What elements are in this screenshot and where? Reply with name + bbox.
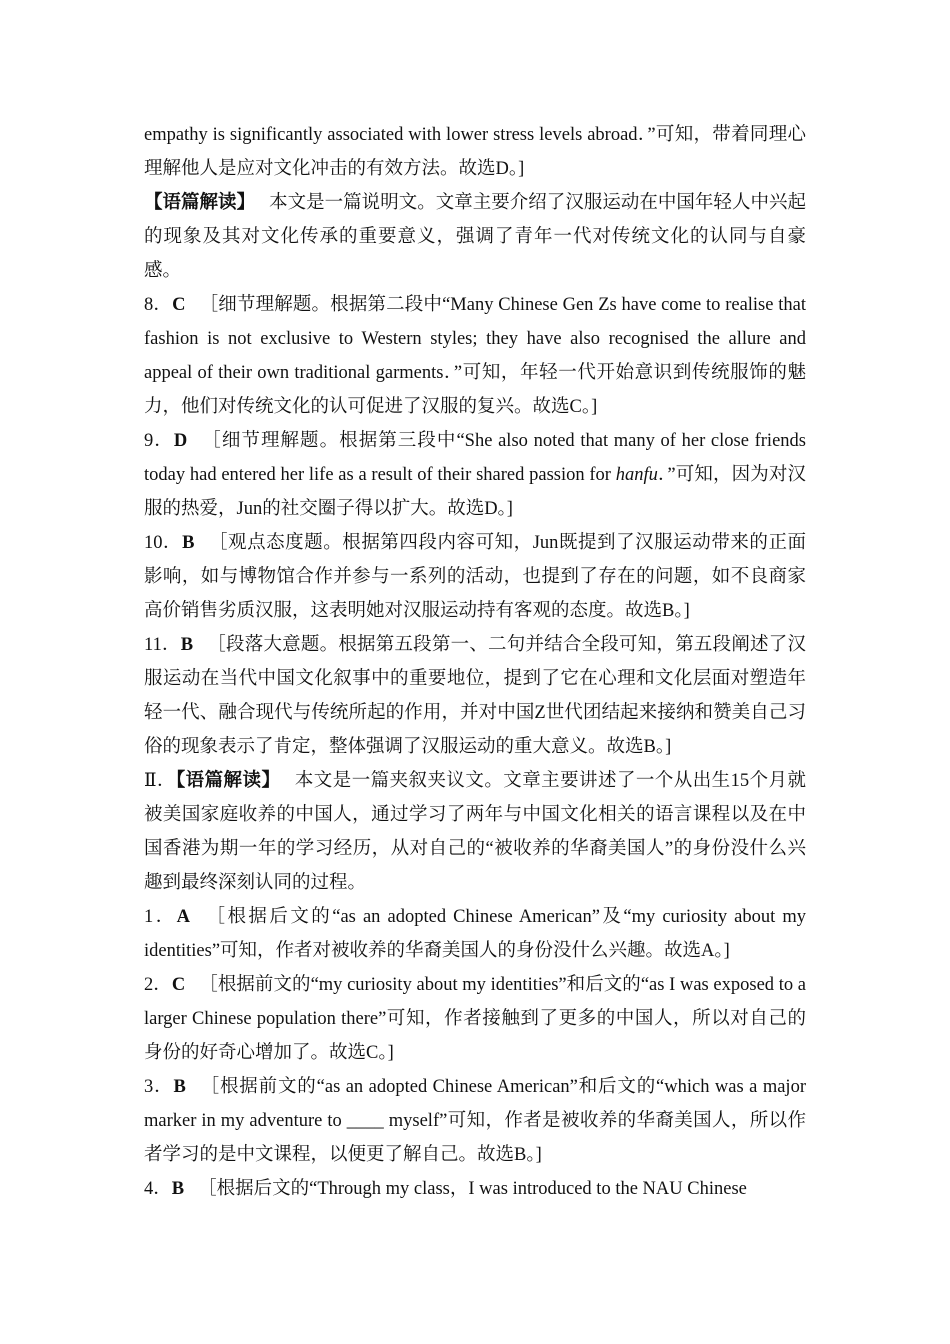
answer-letter: B — [171, 1179, 185, 1199]
question-number: 10． — [144, 533, 183, 553]
question-number: 3． — [144, 1077, 174, 1097]
section-heading: 【语篇解读】 — [175, 771, 281, 791]
question-number: 4． — [144, 1179, 172, 1199]
answer-letter: B — [182, 533, 195, 553]
section-prefix: Ⅱ． — [144, 771, 176, 791]
question-number: 1． — [144, 907, 177, 927]
answer-letter: D — [173, 431, 188, 451]
answer-letter: B — [180, 635, 194, 655]
section-heading: 【语篇解读】 — [144, 193, 256, 213]
explanation-text: ［段落大意题。根据第五段第一、二句并结合全段可知，第五段阐述了汉服运动在当代中国文化叙事中的重要地位，提到了它在心理和文化层面对塑造年轻一代、融合现代与传统所起的作用，并对中国Z世代团结起来接纳和赞美自己习俗的现象表示了肯定，整体强调了汉服运动的重大意义。故选B。] — [144, 635, 806, 757]
answer-letter: A — [176, 907, 191, 927]
explanation-text: ［观点态度题。根据第四段内容可知，Jun既提到了汉服运动带来的正面影响，如与博物馆合作并参与一系列的活动，也提到了存在的问题，如不良商家高价销售劣质汉服，这表明她对汉服运动持有客观的态度。故选B。] — [144, 533, 806, 621]
question-number: 8． — [144, 295, 173, 315]
paragraph-continuation — [144, 118, 806, 186]
answer-key-text — [144, 118, 806, 1206]
answer-item-9 — [144, 424, 806, 526]
explanation-text-end: ．”可知，因为对汉服的热爱，Jun的社交圈子得以扩大。故选D。] — [144, 465, 806, 519]
paragraph-text: 本文是一篇夹叙夹议文。文章主要讲述了一个从出生15个月就被美国家庭收养的中国人，通过学习了两年与中国文化相关的语言课程以及在中国香港为期一年的学习经历，从对自己的“被收养的华裔美国人”的身份没什么兴趣到最终深刻认同的过程。 — [144, 771, 806, 893]
passage-analysis-1 — [144, 186, 806, 288]
answer-item-11 — [144, 628, 806, 764]
answer-letter: C — [171, 975, 186, 995]
answer-item-2 — [144, 968, 806, 1070]
explanation-text: ［细节理解题。根据第三段中“She also noted that many of her close friends today had entered her life as a result of their shared passion for — [144, 431, 806, 485]
answer-item-3 — [144, 1070, 806, 1172]
answer-letter: B — [173, 1077, 186, 1097]
explanation-text: ［根据后文的“Through my class，I was introduced to the NAU Chinese — [198, 1179, 747, 1199]
paragraph-text: 本文是一篇说明文。文章主要介绍了汉服运动在中国年轻人中兴起的现象及其对文化传承的重要意义，强调了青年一代对传统文化的认同与自豪感。 — [144, 193, 806, 281]
italic-term: hanfu — [615, 465, 658, 485]
answer-letter: C — [172, 295, 186, 315]
explanation-text: ［根据前文的“my curiosity about my identities”和后文的“as I was exposed to a larger Chinese population there”可知，作者接触到了更多的中国人，所以对自己的身份的好奇心增加了。故选C。] — [144, 975, 806, 1063]
answer-item-8 — [144, 288, 806, 424]
question-number: 2． — [144, 975, 172, 995]
answer-item-4 — [144, 1172, 806, 1206]
explanation-text: ［细节理解题。根据第二段中“Many Chinese Gen Zs have come to realise that fashion is not exclusive to Western styles; they have also recognised the allure and appeal of their own traditional garments．”可知，年轻一代开始意识到传统服饰的魅力，他们对传统文化的认可促进了汉服的复兴。故选C。] — [144, 295, 806, 417]
explanation-text: ［根据后文的“as an adopted Chinese American”及“my curiosity about my identities”可知，作者对被收养的华裔美国人的身份没什么兴趣。故选A。] — [144, 907, 806, 961]
answer-item-1 — [144, 900, 806, 968]
explanation-text: ［根据前文的“as an adopted Chinese American”和后文的“which was a major marker in my adventure to ____ myself”可知，作者是被收养的华裔美国人，所以作者学习的是中文课程，以便更了解自己。故选B。] — [144, 1077, 806, 1165]
passage-analysis-2 — [144, 764, 806, 900]
question-number: 9． — [144, 431, 174, 451]
answer-item-10 — [144, 526, 806, 628]
question-number: 11． — [144, 635, 181, 655]
paragraph-text: empathy is significantly associated with lower stress levels abroad．”可知，带着同理心理解他人是应对文化冲击的有效方法。故选D。] — [144, 125, 806, 179]
